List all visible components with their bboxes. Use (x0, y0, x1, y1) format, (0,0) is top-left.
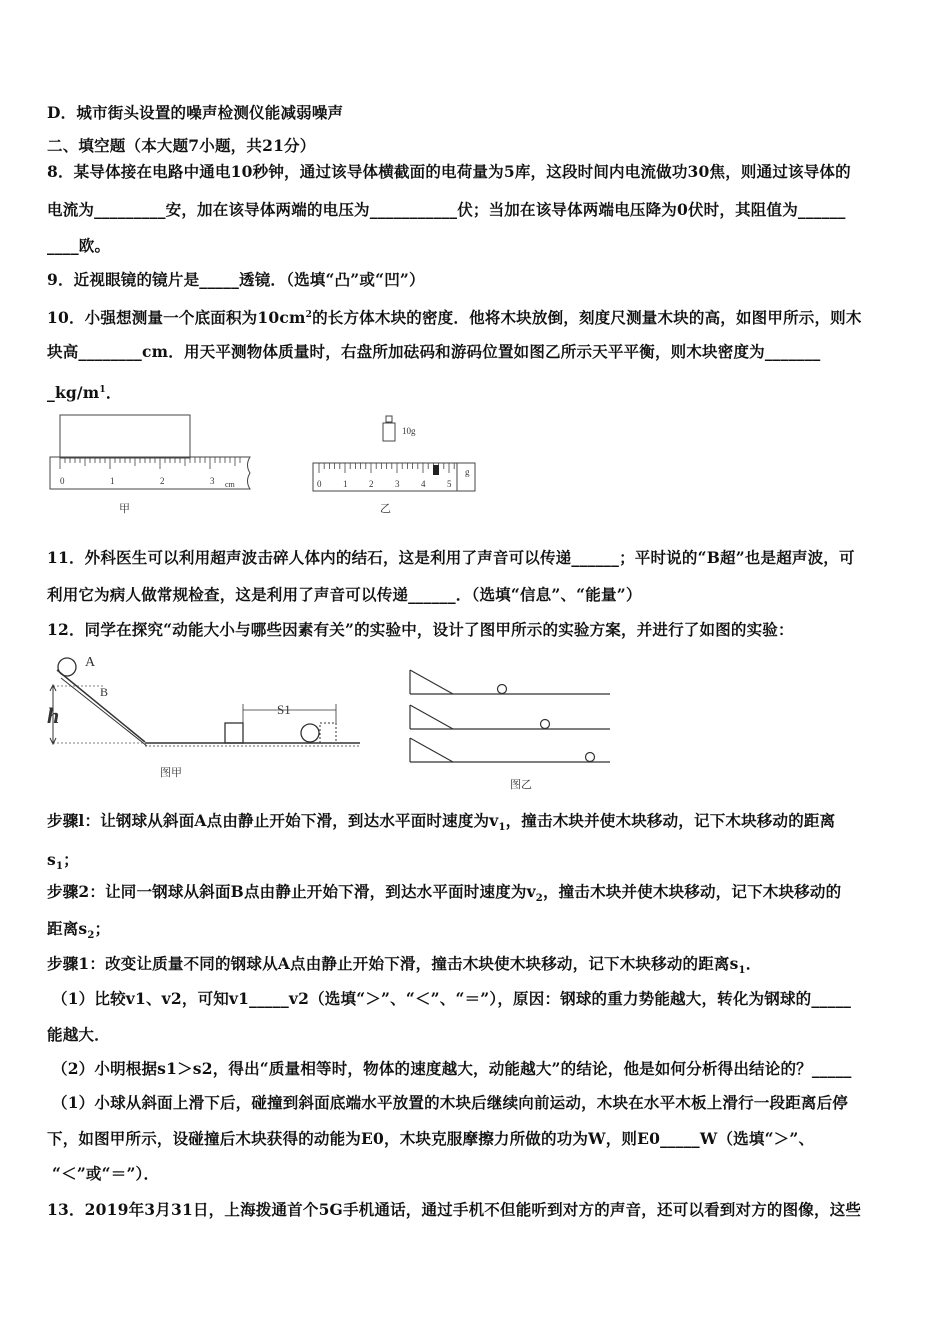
balance-figure (313, 416, 475, 515)
step3-text-b: ． (745, 954, 762, 973)
sub-question-1-cont: 能越大． (47, 1025, 110, 1044)
ruler-label-3: 3 (210, 476, 215, 486)
step2-text-b: ，撞击木块并使木块移动，记下木块移动的 (542, 882, 842, 901)
sub-question-3-line-1: （1）小球从斜面上滑下后，碰撞到斜面底端水平放置的木块后继续向前运动，木块在水平木板上滑行一段距离后停 (52, 1093, 848, 1112)
question-8-line-2: 电流为_________安，加在该导体两端的电压为___________伏；当加在该导体两端电压降为0伏时，其阻值为______ (47, 200, 846, 219)
sub-question-3-line-2: 下，如图甲所示，设碰撞后木块获得的动能为E0，木块克服摩擦力所做的功为W，则E0_____W（选填“＞”、 (47, 1129, 815, 1148)
scale-label-4: 4 (421, 479, 426, 489)
rider (433, 465, 439, 475)
figure-q12 (45, 648, 625, 798)
question-8-line-1: 8．某导体接在电路中通电10秒钟，通过该导体横截面的电荷量为5库，这段时间内电流做功30焦，则通过该导体的 (47, 162, 851, 181)
step1-s-sub: 1 (55, 861, 64, 873)
step3-sub: 1 (738, 965, 746, 977)
scale-unit: g (465, 467, 470, 477)
sub-question-2: （2）小明根据s1＞s2，得出“质量相等时，物体的速度越大，动能越大”的结论，他是如何分析得出结论的？_____ (52, 1059, 852, 1078)
scale-label-1: 1 (343, 479, 348, 489)
step2-sub: 2 (535, 893, 543, 905)
sub-question-1: （1）比较v1、v2，可知v1_____v2（选填“＞”、“＜”、“＝”），原因：钢球的重力势能越大，转化为钢球的_____ (52, 989, 852, 1008)
sub-question-3-line-3: “＜”或“＝”）． (52, 1164, 160, 1183)
step2-s-sub: 2 (87, 930, 95, 942)
incline-experiment (47, 655, 360, 779)
label-h: h (47, 703, 60, 728)
scale-label-0: 0 (317, 479, 322, 489)
caption-yi: 乙 (380, 503, 391, 515)
weight-label: 10g (402, 426, 416, 436)
weight-body (383, 423, 395, 441)
q10-text-a: 10．小强想测量一个底面积为10cm (47, 308, 306, 328)
caption-tuyi: 图乙 (510, 779, 532, 791)
step1-s-b: ； (63, 850, 79, 869)
ruler-unit: cm (225, 480, 235, 489)
ruler-label-2: 2 (160, 476, 165, 486)
question-8-line-3: ____欧。 (47, 236, 111, 255)
question-12-intro: 12．同学在探究“动能大小与哪些因素有关”的实验中，设计了图甲所示的实验方案，并进行了如图的实验： (47, 620, 794, 639)
ball-after (301, 724, 319, 742)
trial-ball-2 (541, 720, 550, 729)
step-1-line-2 (47, 850, 910, 877)
ruler-label-0: 0 (60, 476, 65, 486)
label-b: B (100, 685, 109, 699)
question-9: 9．近视眼镜的镜片是_____透镜．（选填“凸”或“凹”） (47, 270, 425, 289)
q10-unit-sup: 1 (99, 385, 106, 395)
caption-jia: 甲 (119, 503, 130, 515)
q10-unit-b: ． (105, 383, 122, 403)
question-10-line-1 (47, 305, 910, 328)
step2-text-a: 步骤2：让同一钢球从斜面B点由静止开始下滑，到达水平面时速度为v (47, 882, 536, 901)
step-3 (47, 954, 910, 981)
step2-s-a: 距离s (47, 919, 88, 938)
wood-block (60, 415, 190, 458)
q10-text-b: 的长方体木块的密度．他将木块放倒，刻度尺测量木块的高，如图甲所示，则木 (312, 308, 862, 328)
incline-surface (57, 670, 145, 742)
step1-text-a: 步骤l：让钢球从斜面A点由静止开始下滑，到达水平面时速度为v (47, 811, 499, 830)
weight-knob (386, 416, 392, 422)
trial-ball-1 (498, 685, 507, 694)
step1-sub: 1 (498, 822, 506, 834)
step-2-line-1 (47, 882, 910, 909)
wood-block-a (225, 723, 243, 743)
question-11-line-2: 利用它为病人做常规检查，这是利用了声音可以传递______．（选填“信息”、“能量”） (47, 585, 642, 604)
caption-tujia: 图甲 (160, 767, 182, 779)
ruler-label-1: 1 (110, 476, 115, 486)
label-a: A (85, 655, 96, 670)
step1-text-b: ，撞击木块并使木块移动，记下木块移动的距离 (505, 811, 836, 830)
question-11-line-1: 11．外科医生可以利用超声波击碎人体内的结石，这是利用了声音可以传递______；平时说的“B超”也是超声波，可 (47, 548, 855, 567)
section-heading: 二、填空题（本大题7小题，共21分） (47, 136, 316, 155)
label-s1: S1 (277, 702, 291, 717)
step-2-line-2 (47, 919, 910, 946)
question-13: 13．2019年3月31日，上海拨通首个5G手机通话，通过手机不但能听到对方的声音，还可以看到对方的图像，这些 (47, 1200, 862, 1219)
step3-text-a: 步骤1：改变让质量不同的钢球从A点由静止开始下滑，撞击木块使木块移动，记下木块移动的距离s (47, 954, 739, 973)
q10-superscript: 2 (305, 310, 313, 320)
option-d: D．城市街头设置的噪声检测仪能减弱噪声 (47, 103, 344, 122)
three-trials (410, 670, 610, 791)
question-10-line-3 (47, 380, 910, 403)
scale-label-2: 2 (369, 479, 374, 489)
scale-label-5: 5 (447, 479, 452, 489)
step2-s-b: ； (94, 919, 111, 938)
figure-q10 (45, 405, 485, 525)
scale-label-3: 3 (395, 479, 400, 489)
ruler-figure (50, 415, 250, 515)
trial-ball-3 (586, 753, 595, 762)
step-1-line-1 (47, 811, 910, 838)
question-10-line-2: 块高________cm．用天平测物体质量时，右盘所加砝码和游码位置如图乙所示天平平衡，则木块密度为_______ (47, 342, 821, 361)
step1-s-a: s (47, 850, 56, 869)
q10-unit-a: _kg/m (47, 383, 100, 403)
